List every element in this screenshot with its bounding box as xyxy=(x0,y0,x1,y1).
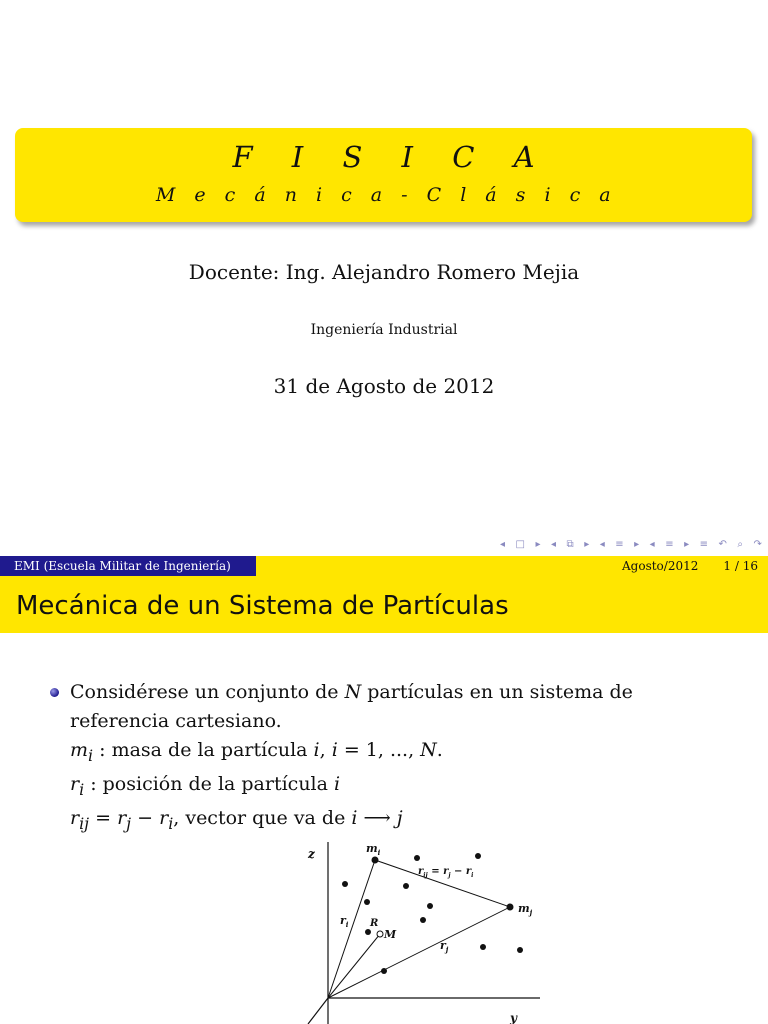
particle xyxy=(427,903,433,909)
nav-section-icon[interactable]: ≡ xyxy=(615,538,624,550)
footer-institution: EMI (Escuela Militar de Ingeniería) xyxy=(0,556,256,576)
particle xyxy=(414,855,420,861)
bullet-line-2: referencia cartesiano. xyxy=(70,710,282,732)
title-block xyxy=(15,128,752,222)
particle xyxy=(480,944,486,950)
nav-subsection-icon[interactable]: ⧉ xyxy=(566,538,574,550)
particle xyxy=(517,947,523,953)
footer-middle xyxy=(256,556,512,576)
nav-right-arrow-icon[interactable]: ▸ xyxy=(535,538,541,550)
bullet-line-4: $r_i$ : posición de la partícula i xyxy=(70,772,341,799)
particle-mi xyxy=(372,857,379,864)
bullet-line-1: Considérese un conjunto de N partículas en un sistema de xyxy=(70,681,633,703)
nav-undo-icon[interactable]: ↶ xyxy=(718,538,727,550)
label-ri: $r_i$ xyxy=(340,914,349,929)
nav-right-arrow-icon[interactable]: ▸ xyxy=(684,538,690,550)
nav-search-icon[interactable]: ⌕ xyxy=(737,538,744,550)
nav-section-icon[interactable]: ≡ xyxy=(665,538,674,550)
nav-left-arrow-icon[interactable]: ◂ xyxy=(500,538,506,550)
slide-title: F I S I C A xyxy=(232,140,550,174)
beamer-navigation-bar[interactable] xyxy=(500,536,762,552)
label-z-axis: z xyxy=(308,847,315,861)
date-line: 31 de Agosto de 2012 xyxy=(273,374,495,398)
bullet-line-3: $m_i$ : masa de la partícula i, i = 1, ..., N. xyxy=(70,739,443,765)
content-slide xyxy=(0,576,768,1024)
particle xyxy=(403,883,409,889)
nav-right-arrow-icon[interactable]: ▸ xyxy=(634,538,640,550)
author-line: Docente: Ing. Alejandro Romero Mejia xyxy=(188,260,580,284)
nav-left-arrow-icon[interactable]: ◂ xyxy=(551,538,557,550)
particle-mj xyxy=(507,904,514,911)
label-M: M xyxy=(384,928,397,941)
bullet-icon xyxy=(50,688,59,697)
particle-system-diagram xyxy=(300,838,560,1024)
particle xyxy=(420,917,426,923)
label-mj: $m_j$ xyxy=(518,902,533,917)
footer-page-number: 1 / 16 xyxy=(723,559,758,573)
slide-subtitle: M e c á n i c a - C l á s i c a xyxy=(155,184,618,206)
nav-right-arrow-icon[interactable]: ▸ xyxy=(584,538,590,550)
particle xyxy=(365,929,371,935)
frame-title: Mecánica de un Sistema de Partículas xyxy=(0,576,768,633)
footer-date: Agosto/2012 xyxy=(622,559,699,573)
label-mi: $m_i$ xyxy=(366,842,381,857)
nav-left-arrow-icon[interactable]: ◂ xyxy=(649,538,655,550)
vector-ri xyxy=(328,860,375,998)
nav-left-arrow-icon[interactable]: ◂ xyxy=(599,538,605,550)
vector-R xyxy=(328,934,380,998)
x-axis xyxy=(308,998,328,1024)
particle xyxy=(381,968,387,974)
center-of-mass xyxy=(377,931,383,937)
vector-rj xyxy=(328,907,510,998)
label-R: R xyxy=(370,918,379,929)
slide-footer xyxy=(0,556,768,576)
nav-redo-icon[interactable]: ↷ xyxy=(753,538,762,550)
particle xyxy=(342,881,348,887)
label-y-axis: y xyxy=(510,1011,517,1024)
nav-frame-icon[interactable]: □ xyxy=(515,538,525,550)
institution-line: Ingeniería Industrial xyxy=(310,322,458,338)
label-rij-equation: $r_{ij} = r_j - r_i$ xyxy=(418,866,474,879)
particle xyxy=(364,899,370,905)
bullet-item xyxy=(70,678,633,837)
particle xyxy=(475,853,481,859)
bullet-line-5: $r_{ij} = r_j - r_i$, vector que va de i ⟶ j xyxy=(70,806,403,833)
label-rj: $r_j$ xyxy=(440,939,449,954)
footer-right xyxy=(512,556,768,576)
nav-document-icon[interactable]: ≡ xyxy=(699,538,709,550)
